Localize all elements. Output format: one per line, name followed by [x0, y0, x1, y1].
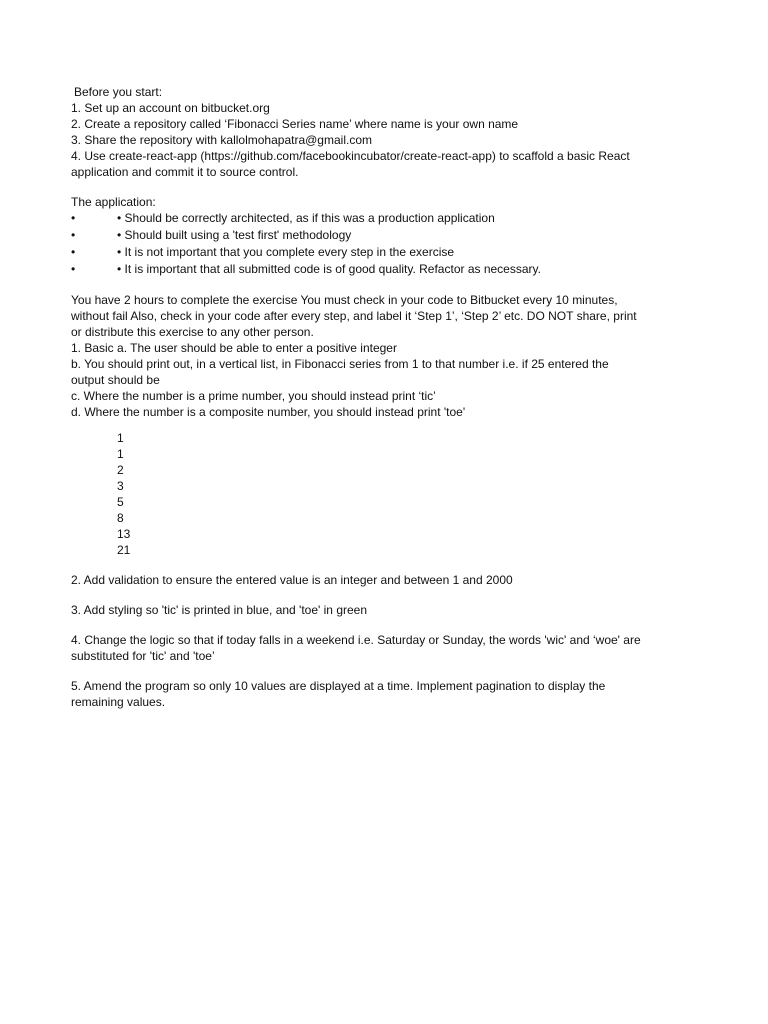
- fibonacci-value: 2: [117, 463, 124, 477]
- instructions-line-3: or distribute this exercise to any other person.: [71, 325, 314, 339]
- fibonacci-value: 8: [117, 511, 124, 525]
- application-bullet-3: [71, 244, 701, 261]
- fibonacci-example-list: [117, 430, 701, 558]
- application-bullet-4: [71, 261, 701, 278]
- bullet-glyph: •: [71, 245, 76, 259]
- fibonacci-value: 1: [117, 431, 124, 445]
- application-bullet-1: [71, 210, 701, 227]
- setup-item-4: 4. Use create-react-app (https://github.com/facebookincubator/create-react-app) to scaffold a basic React: [71, 149, 630, 163]
- fibonacci-value: 1: [117, 447, 124, 461]
- instructions-line-1: You have 2 hours to complete the exercise You must check in your code to Bitbucket every 10 minutes,: [71, 293, 618, 307]
- document-page: [71, 84, 701, 710]
- step-1b: b. You should print out, in a vertical list, in Fibonacci series from 1 to that number i.e. if 25 entered the: [71, 357, 609, 371]
- fibonacci-value: 3: [117, 479, 124, 493]
- step-5-continued: remaining values.: [71, 695, 166, 709]
- step-1b-continued: output should be: [71, 373, 160, 387]
- step-1a: 1. Basic a. The user should be able to enter a positive integer: [71, 341, 397, 355]
- fibonacci-value: 13: [117, 527, 131, 541]
- bullet-text: • Should be correctly architected, as if this was a production application: [117, 211, 495, 225]
- bullet-text: • Should built using a 'test first' methodology: [117, 228, 352, 242]
- bullet-text: • It is important that all submitted code is of good quality. Refactor as necessary.: [117, 262, 541, 276]
- setup-item-2: 2. Create a repository called ‘Fibonacci Series name’ where name is your own name: [71, 117, 519, 131]
- step-1d: d. Where the number is a composite number, you should instead print 'toe': [71, 405, 466, 419]
- bullet-text: • It is not important that you complete every step in the exercise: [117, 245, 455, 259]
- bullet-glyph: •: [71, 262, 76, 276]
- fibonacci-value: 5: [117, 495, 124, 509]
- fibonacci-value: 21: [117, 543, 131, 557]
- application-heading: The application:: [71, 195, 156, 209]
- step-3: 3. Add styling so 'tic' is printed in blue, and 'toe' in green: [71, 603, 368, 617]
- setup-item-3: 3. Share the repository with kallolmohapatra@gmail.com: [71, 133, 372, 147]
- instructions-line-2: without fail Also, check in your code after every step, and label it ‘Step 1’, ‘Step 2’ etc. DO NOT share, print: [71, 309, 637, 323]
- step-5: 5. Amend the program so only 10 values are displayed at a time. Implement pagination to display the: [71, 679, 606, 693]
- step-1c: c. Where the number is a prime number, you should instead print ‘tic’: [71, 389, 436, 403]
- step-2: 2. Add validation to ensure the entered value is an integer and between 1 and 2000: [71, 573, 513, 587]
- step-4-continued: substituted for 'tic' and 'toe’: [71, 649, 215, 663]
- setup-item-4-continued: application and commit it to source control.: [71, 165, 299, 179]
- step-4: 4. Change the logic so that if today falls in a weekend i.e. Saturday or Sunday, the words 'wic' and ‘woe' are: [71, 633, 641, 647]
- before-you-start-heading: Before you start:: [74, 85, 163, 99]
- bullet-glyph: •: [71, 228, 76, 242]
- setup-item-1: 1. Set up an account on bitbucket.org: [71, 101, 270, 115]
- application-bullet-2: [71, 227, 701, 244]
- bullet-glyph: •: [71, 211, 76, 225]
